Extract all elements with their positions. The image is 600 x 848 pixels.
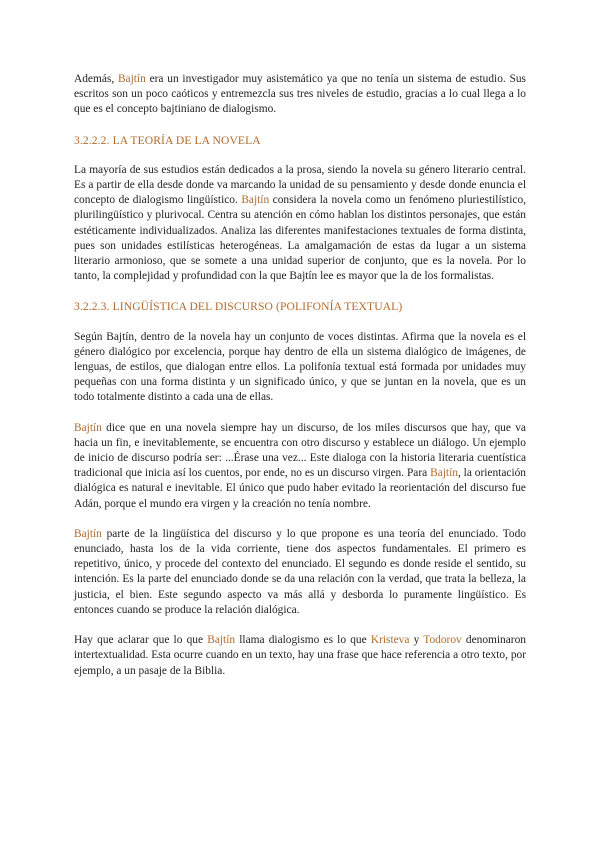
link-bajtin[interactable]: Bajtín <box>74 527 102 540</box>
discurso-p2-text-end: , la orientación dialógica es natural e inevitable. El único que pudo haber evitado la reorientación del discurso fue Adán, porque el mundo era virgen y la creación no tenía nombre. <box>74 467 526 510</box>
link-bajtin[interactable]: Bajtín <box>74 421 102 434</box>
discurso-paragraph-3 <box>74 527 526 618</box>
novela-text-end: considera la novela como un fenómeno pluriestilístico, plurilingüístico y plurivocal. Centra su atención en cómo hablan los distintos personajes, que están estéticamente individualizados. Analiza las diferentes manifestaciones textuales de forma distinta, pues son unidades estilísticas heterogéneas. La amalgamación de estas da lugar a un sistema literario armonioso, que se somete a una unidad superior de conjunto, que es la novela. Por lo tanto, la complejidad y profundidad con la que Bajtín lee es mayor que la de los formalistas. <box>74 194 526 283</box>
discurso-p4-text-end: denominaron intertextualidad. Esta ocurre cuando en un texto, hay una frase que hace referencia a otro texto, por ejemplo, a un pasaje de la Biblia. <box>74 634 526 677</box>
link-bajtin[interactable]: Bajtín <box>207 634 236 647</box>
discurso-p4-text-mid1: llama dialogismo es lo que <box>235 634 371 647</box>
link-todorov[interactable]: Todorov <box>423 634 462 647</box>
intro-text-start: Además, <box>74 73 118 85</box>
discurso-p2-text-mid: dice que en una novela siempre hay un discurso, de los miles discursos que hay, que va hacia un fin, e inevitablemente, se encuentra con otro discurso y establece un diálogo. Un ejemplo de inicio de discurso podría ser: ...Érase una vez... Este dialoga con la historia literaria cuentística tradicional que inicia así los cuentos, por ende, no es un discurso virgen. Para <box>74 421 526 480</box>
section-heading-discurso: 3.2.2.3. LINGÜÍSTICA DEL DISCURSO (POLIFONÍA TEXTUAL) <box>74 300 403 314</box>
link-kristeva[interactable]: Kristeva <box>370 634 410 647</box>
link-bajtin[interactable]: Bajtín <box>430 467 458 480</box>
discurso-p4-text-mid2: y <box>409 634 424 647</box>
intro-text-end: era un investigador muy asistemático ya que no tenía un sistema de estudio. Sus escritos son un poco caóticos y entremezcla sus tres niveles de estudio, gracias a lo cual llega a lo que es el concepto bajtiniano de dialogismo. <box>74 73 526 116</box>
discurso-paragraph-4 <box>74 633 526 679</box>
discurso-paragraph-2 <box>74 421 526 512</box>
discurso-p4-text-start: Hay que aclarar que lo que <box>74 634 208 647</box>
discurso-p3-text-end: parte de la lingüística del discurso y lo que propone es una teoría del enunciado. Todo enunciado, hasta los de la vida corriente, tiene dos aspectos fundamentales. El primero es repetitivo, único, y procede del contexto del enunciado. El segundo es donde reside el sentido, su intención. Es la parte del enunciado donde se da una relación con la verdad, que trata la belleza, la justicia, el bien. Este segundo aspecto va más allá y desborda lo puramente lingüístico. Es entonces cuando se produce la relación dialógica. <box>74 527 526 616</box>
novela-text-start: La mayoría de sus estudios están dedicados a la prosa, siendo la novela su género literario central. Es a partir de ella desde donde va marcando la unidad de su pensamiento y desde donde enuncia el concepto de dialogismo lingüístico. <box>74 163 526 207</box>
document-page <box>74 72 526 679</box>
intro-paragraph <box>74 72 526 118</box>
link-bajtin[interactable]: Bajtín <box>241 194 270 207</box>
novela-paragraph <box>74 163 526 285</box>
discurso-paragraph-1: Según Bajtín, dentro de la novela hay un conjunto de voces distintas. Afirma que la novela es el género dialógico por excelencia, porque hay dentro de ella un sistema dialógico de imágenes, de lenguas, de estilos, que dialogan entre ellos. La polifonía textual está formada por unidades muy pequeñas con una forma distinta y un significado único, y que se juntan en la novela, que es un todo totalmente distinto a cada una de ellas. <box>74 330 526 404</box>
link-bajtin[interactable]: Bajtín <box>117 73 146 85</box>
section-heading-novela: 3.2.2.2. LA TEORÍA DE LA NOVELA <box>74 133 261 147</box>
